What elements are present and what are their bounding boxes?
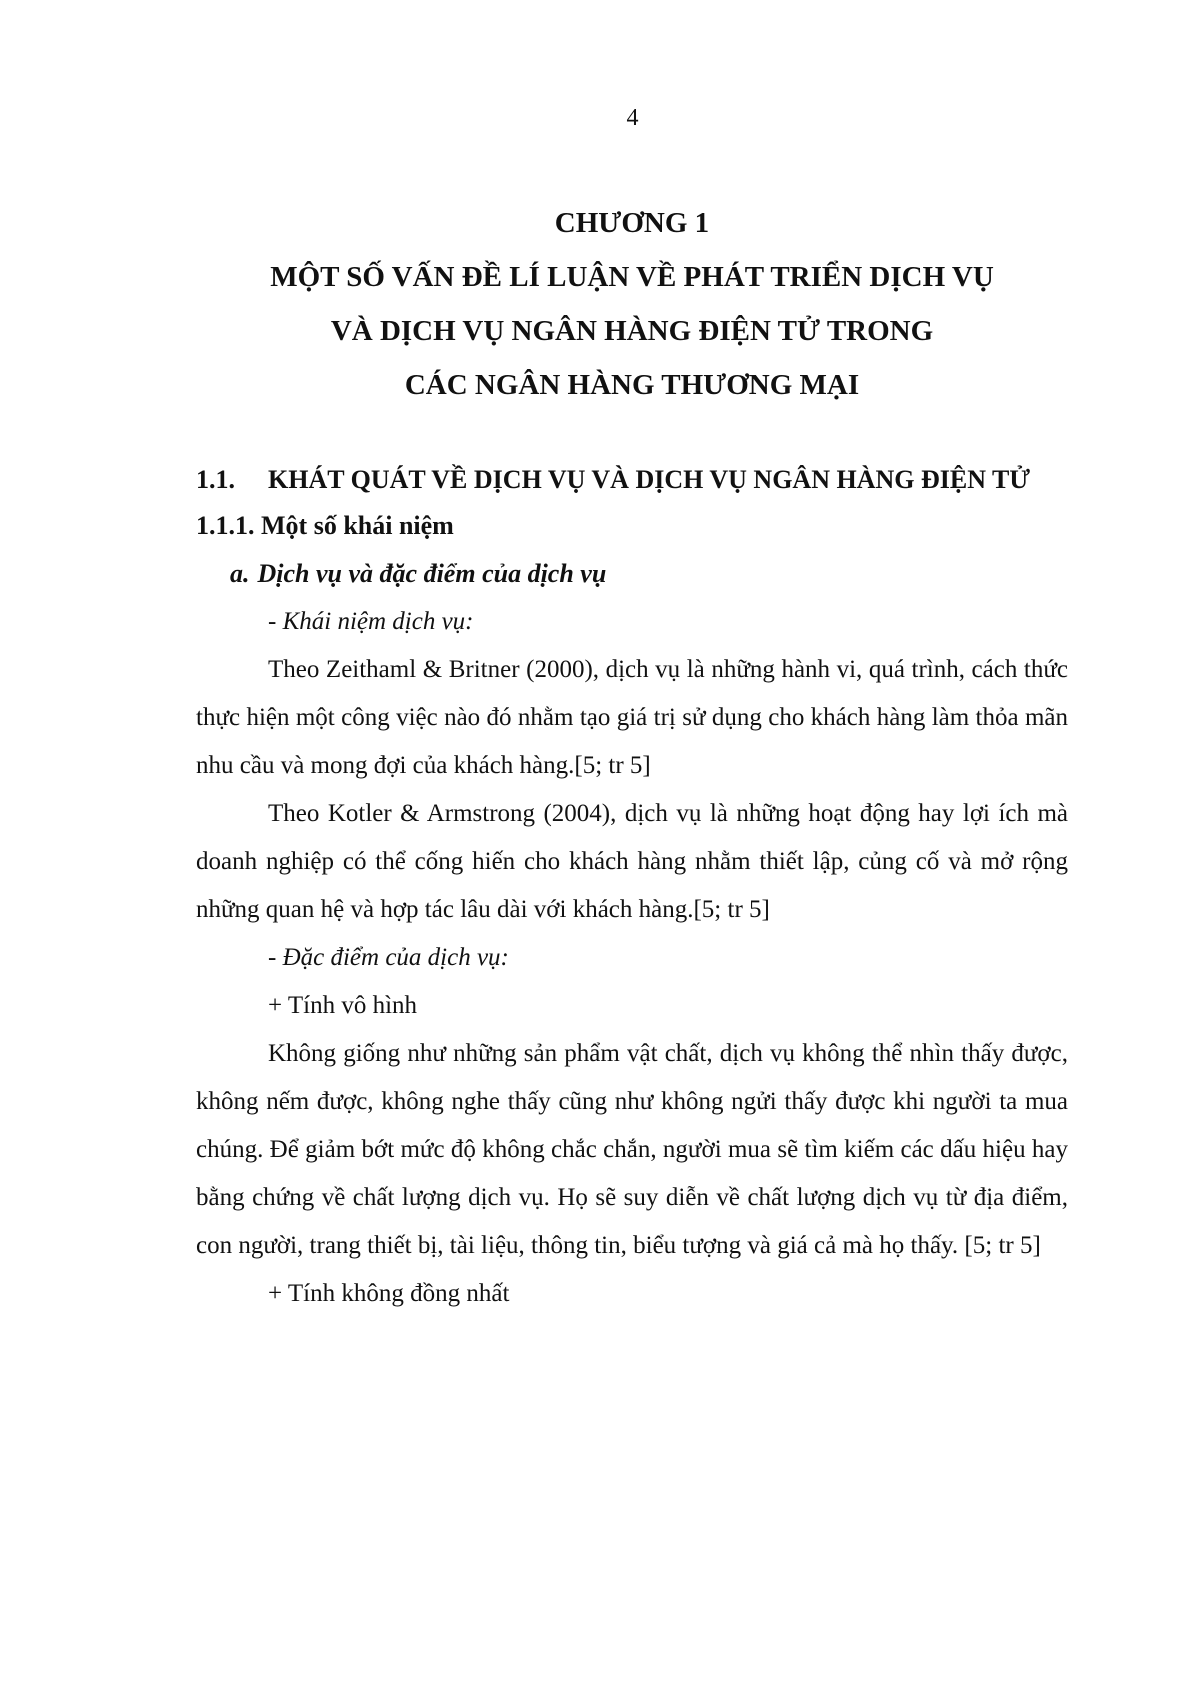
paragraph: Theo Zeithaml & Britner (2000), dịch vụ là những hành vi, quá trình, cách thức thực hiện một công việc nào đó nhằm tạo giá trị sử dụng cho khách hàng làm thỏa mãn nhu cầu và mong đợi của khách hàng.[5; tr 5]	[196, 656, 1068, 779]
item-letter: a.	[230, 559, 250, 588]
subsection-heading: 1.1.1. Một số khái niệm	[196, 511, 454, 540]
paragraph: Không giống như những sản phẩm vật chất, dịch vụ không thể nhìn thấy được, không nếm được, không nghe thấy cũng như không ngửi thấy được khi người ta mua chúng. Để giảm bớt mức độ không chắc chắn, người mua sẽ tìm kiếm các dấu hiệu hay bằng chứng về chất lượng dịch vụ. Họ sẽ suy diễn về chất lượng dịch vụ từ địa điểm, con người, trang thiết bị, tài liệu, thông tin, biểu tượng và giá cả mà họ thấy. [5; tr 5]	[196, 1040, 1068, 1259]
item-title: Dịch vụ và đặc điểm của dịch vụ	[257, 559, 607, 588]
item-heading	[196, 550, 1068, 598]
chapter-title-line: VÀ DỊCH VỤ NGÂN HÀNG ĐIỆN TỬ TRONG	[330, 315, 934, 347]
document-body	[196, 458, 1068, 1318]
features-label: - Đặc điểm của dịch vụ:	[268, 944, 509, 971]
concept-label: - Khái niệm dịch vụ:	[268, 608, 474, 635]
chapter-title-line: CÁC NGÂN HÀNG THƯƠNG MẠI	[404, 369, 860, 401]
section-number: 1.1.	[196, 465, 235, 494]
feature-item: + Tính vô hình	[268, 992, 418, 1019]
section-title: KHÁT QUÁT VỀ DỊCH VỤ VÀ DỊCH VỤ NGÂN HÀNG ĐIỆN TỬ	[268, 465, 1031, 494]
paragraph: Theo Kotler & Armstrong (2004), dịch vụ là những hoạt động hay lợi ích mà doanh nghiệp có thể cống hiến cho khách hàng nhằm thiết lập, củng cố và mở rộng những quan hệ và hợp tác lâu dài với khách hàng.[5; tr 5]	[196, 800, 1068, 923]
section-heading	[196, 458, 1068, 502]
feature-item: + Tính không đồng nhất	[268, 1280, 510, 1307]
chapter-label: CHƯƠNG 1	[554, 207, 710, 239]
page-number: 4	[626, 105, 639, 131]
chapter-heading	[196, 196, 1068, 412]
chapter-title-line: MỘT SỐ VẤN ĐỀ LÍ LUẬN VỀ PHÁT TRIỂN DỊCH VỤ	[270, 261, 994, 293]
